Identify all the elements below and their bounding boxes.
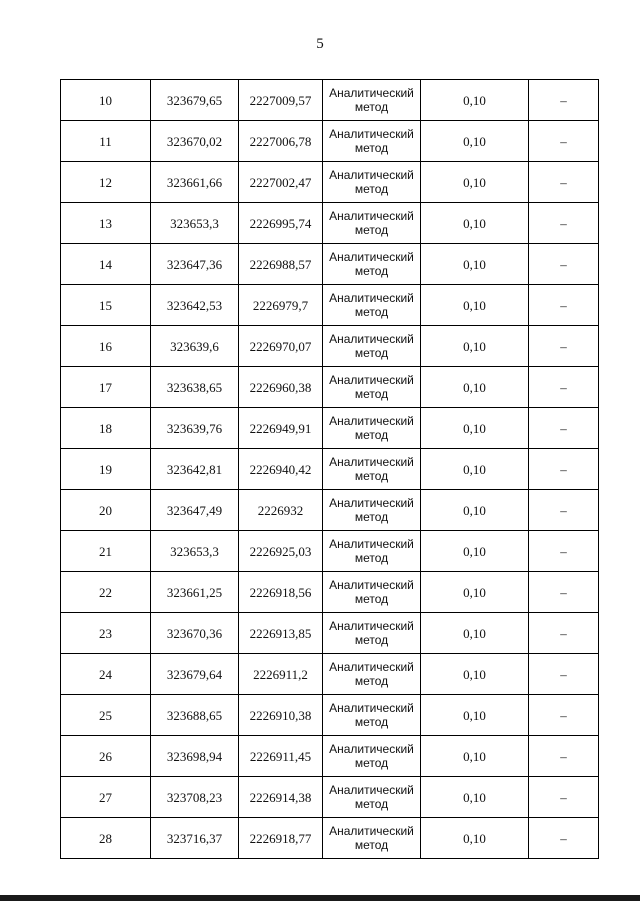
note-cell: –: [529, 777, 599, 818]
coordinate-x-cell: 323716,37: [151, 818, 239, 859]
accuracy-cell: 0,10: [421, 408, 529, 449]
method-text: метод: [354, 346, 389, 360]
accuracy-cell: 0,10: [421, 203, 529, 244]
point-number-cell: 10: [61, 80, 151, 121]
method-cell: [323, 490, 421, 531]
accuracy-cell: 0,10: [421, 654, 529, 695]
coordinate-y-cell: 2226913,85: [239, 613, 323, 654]
table-row: [61, 654, 599, 695]
note-cell: –: [529, 244, 599, 285]
method-text: Аналитический: [329, 537, 414, 551]
point-number-cell: 19: [61, 449, 151, 490]
coordinate-x-cell: 323647,49: [151, 490, 239, 531]
table-row: [61, 531, 599, 572]
point-number-cell: 21: [61, 531, 151, 572]
method-cell: [323, 777, 421, 818]
table-row: [61, 80, 599, 121]
coordinate-x-cell: 323642,53: [151, 285, 239, 326]
method-text: Аналитический: [329, 660, 414, 674]
note-cell: –: [529, 162, 599, 203]
method-cell: [323, 121, 421, 162]
method-text: Аналитический: [329, 373, 414, 387]
method-cell: [323, 367, 421, 408]
coordinate-x-cell: 323661,25: [151, 572, 239, 613]
coordinate-y-cell: 2227006,78: [239, 121, 323, 162]
method-text: метод: [354, 141, 389, 155]
coordinate-y-cell: 2226910,38: [239, 695, 323, 736]
method-text: метод: [354, 756, 389, 770]
accuracy-cell: 0,10: [421, 613, 529, 654]
accuracy-cell: 0,10: [421, 777, 529, 818]
accuracy-cell: 0,10: [421, 285, 529, 326]
coordinate-y-cell: 2226932: [239, 490, 323, 531]
coordinate-x-cell: 323639,6: [151, 326, 239, 367]
table-row: [61, 285, 599, 326]
method-text: метод: [354, 182, 389, 196]
method-text: Аналитический: [329, 127, 414, 141]
note-cell: –: [529, 449, 599, 490]
point-number-cell: 20: [61, 490, 151, 531]
method-text: метод: [354, 838, 389, 852]
method-cell: [323, 80, 421, 121]
method-text: метод: [354, 797, 389, 811]
point-number-cell: 25: [61, 695, 151, 736]
point-number-cell: 16: [61, 326, 151, 367]
table-row: [61, 777, 599, 818]
coordinate-y-cell: 2226911,45: [239, 736, 323, 777]
point-number-cell: 13: [61, 203, 151, 244]
coordinates-table: [60, 79, 599, 859]
coordinate-y-cell: 2226949,91: [239, 408, 323, 449]
method-cell: [323, 244, 421, 285]
accuracy-cell: 0,10: [421, 572, 529, 613]
note-cell: –: [529, 80, 599, 121]
table-row: [61, 367, 599, 408]
coordinate-x-cell: 323670,36: [151, 613, 239, 654]
note-cell: –: [529, 203, 599, 244]
method-cell: [323, 408, 421, 449]
coordinate-x-cell: 323708,23: [151, 777, 239, 818]
point-number-cell: 26: [61, 736, 151, 777]
coordinate-x-cell: 323653,3: [151, 203, 239, 244]
method-cell: [323, 326, 421, 367]
coordinates-table-body: [61, 80, 599, 859]
method-text: Аналитический: [329, 742, 414, 756]
coordinate-x-cell: 323638,65: [151, 367, 239, 408]
coordinate-y-cell: 2226914,38: [239, 777, 323, 818]
point-number-cell: 11: [61, 121, 151, 162]
point-number-cell: 23: [61, 613, 151, 654]
method-text: метод: [354, 674, 389, 688]
coordinate-y-cell: 2226925,03: [239, 531, 323, 572]
coordinate-y-cell: 2226940,42: [239, 449, 323, 490]
point-number-cell: 28: [61, 818, 151, 859]
coordinate-x-cell: 323642,81: [151, 449, 239, 490]
table-row: [61, 203, 599, 244]
note-cell: –: [529, 490, 599, 531]
coordinate-y-cell: 2226960,38: [239, 367, 323, 408]
accuracy-cell: 0,10: [421, 162, 529, 203]
method-text: метод: [354, 510, 389, 524]
method-text: метод: [354, 387, 389, 401]
note-cell: –: [529, 408, 599, 449]
point-number-cell: 27: [61, 777, 151, 818]
accuracy-cell: 0,10: [421, 121, 529, 162]
accuracy-cell: 0,10: [421, 818, 529, 859]
coordinate-x-cell: 323679,65: [151, 80, 239, 121]
coordinate-x-cell: 323688,65: [151, 695, 239, 736]
method-text: Аналитический: [329, 578, 414, 592]
coordinate-x-cell: 323670,02: [151, 121, 239, 162]
method-text: Аналитический: [329, 455, 414, 469]
method-cell: [323, 203, 421, 244]
method-text: метод: [354, 715, 389, 729]
accuracy-cell: 0,10: [421, 367, 529, 408]
coordinate-y-cell: 2226988,57: [239, 244, 323, 285]
table-row: [61, 818, 599, 859]
table-row: [61, 244, 599, 285]
point-number-cell: 24: [61, 654, 151, 695]
note-cell: –: [529, 572, 599, 613]
coordinate-y-cell: 2226979,7: [239, 285, 323, 326]
method-text: Аналитический: [329, 332, 414, 346]
method-cell: [323, 572, 421, 613]
point-number-cell: 18: [61, 408, 151, 449]
method-cell: [323, 695, 421, 736]
note-cell: –: [529, 531, 599, 572]
method-text: Аналитический: [329, 291, 414, 305]
table-row: [61, 572, 599, 613]
coordinate-y-cell: 2226911,2: [239, 654, 323, 695]
coordinate-y-cell: 2227002,47: [239, 162, 323, 203]
coordinate-x-cell: 323698,94: [151, 736, 239, 777]
table-row: [61, 490, 599, 531]
note-cell: –: [529, 736, 599, 777]
table-row: [61, 736, 599, 777]
coordinate-y-cell: 2226918,56: [239, 572, 323, 613]
method-text: метод: [354, 428, 389, 442]
note-cell: –: [529, 613, 599, 654]
method-text: метод: [354, 551, 389, 565]
table-row: [61, 613, 599, 654]
method-cell: [323, 449, 421, 490]
table-row: [61, 695, 599, 736]
method-text: метод: [354, 223, 389, 237]
method-cell: [323, 736, 421, 777]
point-number-cell: 17: [61, 367, 151, 408]
method-text: Аналитический: [329, 250, 414, 264]
note-cell: –: [529, 695, 599, 736]
method-text: метод: [354, 592, 389, 606]
note-cell: –: [529, 121, 599, 162]
coordinate-x-cell: 323679,64: [151, 654, 239, 695]
accuracy-cell: 0,10: [421, 80, 529, 121]
coordinate-x-cell: 323647,36: [151, 244, 239, 285]
method-text: Аналитический: [329, 414, 414, 428]
coordinate-x-cell: 323661,66: [151, 162, 239, 203]
method-text: Аналитический: [329, 701, 414, 715]
accuracy-cell: 0,10: [421, 695, 529, 736]
table-row: [61, 121, 599, 162]
page-number: 5: [316, 36, 324, 52]
method-text: Аналитический: [329, 86, 414, 100]
method-text: Аналитический: [329, 783, 414, 797]
note-cell: –: [529, 285, 599, 326]
method-text: метод: [354, 305, 389, 319]
coordinate-y-cell: 2226995,74: [239, 203, 323, 244]
method-cell: [323, 285, 421, 326]
method-text: Аналитический: [329, 209, 414, 223]
accuracy-cell: 0,10: [421, 736, 529, 777]
coordinate-y-cell: 2226970,07: [239, 326, 323, 367]
coordinate-x-cell: 323653,3: [151, 531, 239, 572]
method-text: метод: [354, 469, 389, 483]
table-row: [61, 162, 599, 203]
point-number-cell: 15: [61, 285, 151, 326]
method-cell: [323, 654, 421, 695]
scan-bottom-edge: [0, 895, 640, 901]
point-number-cell: 12: [61, 162, 151, 203]
note-cell: –: [529, 818, 599, 859]
point-number-cell: 14: [61, 244, 151, 285]
method-text: метод: [354, 633, 389, 647]
method-text: Аналитический: [329, 168, 414, 182]
method-cell: [323, 613, 421, 654]
point-number-cell: 22: [61, 572, 151, 613]
note-cell: –: [529, 326, 599, 367]
accuracy-cell: 0,10: [421, 531, 529, 572]
method-cell: [323, 818, 421, 859]
accuracy-cell: 0,10: [421, 490, 529, 531]
method-text: метод: [354, 264, 389, 278]
accuracy-cell: 0,10: [421, 326, 529, 367]
method-cell: [323, 162, 421, 203]
coordinate-y-cell: 2226918,77: [239, 818, 323, 859]
method-cell: [323, 531, 421, 572]
accuracy-cell: 0,10: [421, 449, 529, 490]
coordinate-y-cell: 2227009,57: [239, 80, 323, 121]
method-text: Аналитический: [329, 824, 414, 838]
note-cell: –: [529, 367, 599, 408]
table-row: [61, 408, 599, 449]
method-text: Аналитический: [329, 496, 414, 510]
table-row: [61, 449, 599, 490]
method-text: Аналитический: [329, 619, 414, 633]
coordinate-x-cell: 323639,76: [151, 408, 239, 449]
table-row: [61, 326, 599, 367]
accuracy-cell: 0,10: [421, 244, 529, 285]
note-cell: –: [529, 654, 599, 695]
method-text: метод: [354, 100, 389, 114]
